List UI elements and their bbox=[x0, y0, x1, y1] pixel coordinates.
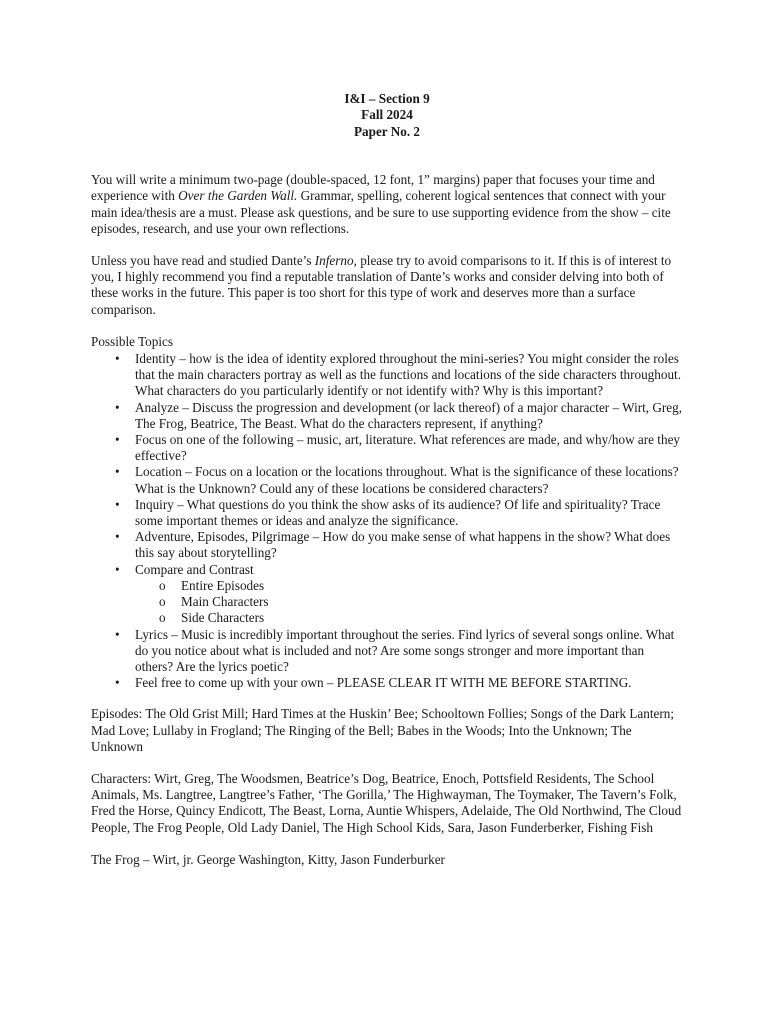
circle-bullet-icon: o bbox=[159, 594, 166, 610]
show-title: Over the Garden Wall. bbox=[178, 188, 298, 204]
list-item bbox=[91, 562, 683, 627]
bullet-icon: • bbox=[115, 432, 120, 448]
paper-number: Paper No. 2 bbox=[353, 123, 421, 139]
topics-list bbox=[91, 351, 683, 691]
list-item bbox=[91, 464, 683, 496]
list-item bbox=[91, 400, 683, 432]
course-section: I&I – Section 9 bbox=[344, 91, 430, 106]
sub-topic-text: Entire Episodes bbox=[181, 577, 265, 593]
circle-bullet-icon: o bbox=[159, 610, 166, 626]
sub-list-item bbox=[135, 578, 683, 594]
topic-text: Adventure, Episodes, Pilgrimage – How do you make sense of what happens in the show? What does this say about storytelling? bbox=[135, 529, 671, 561]
list-item bbox=[91, 529, 683, 561]
intro-paragraph bbox=[91, 172, 683, 237]
characters-paragraph: Characters: Wirt, Greg, The Woodsmen, Beatrice’s Dog, Beatrice, Enoch, Pottsfield Residents, The School Animals, Ms. Langtree, Langtree’s Father, ‘The Gorilla,’ The Highwayman, The Toymaker, The Tavern’s Folk, Fred the Horse, Quincy Endicott, The Beast, Lorna, Auntie Whispers, Adelaide, The Old Northwind, The Cloud People, The Frog People, Old Lady Daniel, The High School Kids, Sara, Jason Funderberker, Fishing Fish bbox=[91, 770, 682, 835]
intro-text-before: You will write a minimum two-page (double-spaced, 12 font, 1” margins) paper that focuses your time and experience with bbox=[91, 172, 655, 204]
list-item bbox=[91, 351, 683, 400]
topic-text: Lyrics – Music is incredibly important throughout the series. Find lyrics of several songs online. What do you notice about what is included and not? Are some songs stronger and more important than others? Are the lyrics poetic? bbox=[135, 626, 675, 674]
topic-text: Inquiry – What questions do you think the show asks of its audience? Of life and spirituality? Trace some important themes or ideas and analyze the significance. bbox=[135, 496, 661, 529]
episodes-paragraph: Episodes: The Old Grist Mill; Hard Times at the Huskin’ Bee; Schooltown Follies; Songs of the Dark Lantern; Mad Love; Lullaby in Frogland; The Ringing of the Bell; Babes in the Woods; Into the Unknown; The Unknown bbox=[91, 706, 675, 754]
intro-text-after: Grammar, spelling, coherent logical sentences that connect with your main idea/thesis are a must. Please ask questions, and be sure to use supporting evidence from the show – cite episodes, research, and use your own reflections. bbox=[91, 188, 671, 236]
topic-text: Analyze – Discuss the progression and development (or lack thereof) of a major character – Wirt, Greg, The Frog, Beatrice, The Beast. What do the characters represent, if anything? bbox=[135, 399, 683, 431]
bullet-icon: • bbox=[115, 675, 120, 691]
list-item bbox=[91, 497, 683, 529]
bullet-icon: • bbox=[115, 464, 120, 480]
inferno-title: Inferno bbox=[314, 253, 354, 269]
topic-text: Focus on one of the following – music, art, literature. What references are made, and why/how are they effective? bbox=[135, 432, 681, 464]
bullet-icon: • bbox=[115, 626, 120, 642]
bullet-icon: • bbox=[115, 529, 120, 545]
circle-bullet-icon: o bbox=[159, 577, 166, 593]
sub-list-item bbox=[135, 610, 683, 626]
bullet-icon: • bbox=[115, 496, 120, 512]
list-item bbox=[91, 432, 683, 464]
dante-paragraph bbox=[91, 253, 683, 318]
list-item bbox=[91, 627, 683, 676]
topic-text: Identity – how is the idea of identity explored throughout the mini-series? You might consider the roles that the main characters portray as well as the functions and locations of the side characters throughout. What characters do you particularly identify or not identify with? Why is this important? bbox=[135, 351, 681, 399]
sub-topic-text: Side Characters bbox=[181, 610, 265, 626]
topic-text: Feel free to come up with your own – PLEASE CLEAR IT WITH ME BEFORE STARTING. bbox=[135, 675, 632, 691]
document-page bbox=[91, 91, 683, 884]
bullet-icon: • bbox=[115, 561, 120, 577]
topic-text: Compare and Contrast bbox=[135, 561, 254, 577]
dante-text-after: , please try to avoid comparisons to it. If this is of interest to you, I highly recommend you find a reputable translation of Dante’s works and consider delving into both of these works in the future. This paper is too short for this type of work and deserves more than a surface comparison. bbox=[91, 253, 672, 317]
frog-names-paragraph: The Frog – Wirt, jr. George Washington, Kitty, Jason Funderburker bbox=[91, 851, 445, 867]
bullet-icon: • bbox=[115, 351, 120, 367]
bullet-icon: • bbox=[115, 399, 120, 415]
document-header bbox=[91, 91, 683, 140]
sub-list-item bbox=[135, 594, 683, 610]
topic-text: Location – Focus on a location or the locations throughout. What is the significance of these locations? What is the Unknown? Could any of these locations be considered characters? bbox=[135, 464, 679, 496]
dante-text-before: Unless you have read and studied Dante’s bbox=[91, 253, 315, 269]
term: Fall 2024 bbox=[361, 107, 413, 123]
list-item bbox=[91, 675, 683, 691]
sub-topic-text: Main Characters bbox=[181, 594, 269, 610]
topics-heading: Possible Topics bbox=[91, 333, 173, 349]
compare-sublist bbox=[135, 578, 683, 627]
